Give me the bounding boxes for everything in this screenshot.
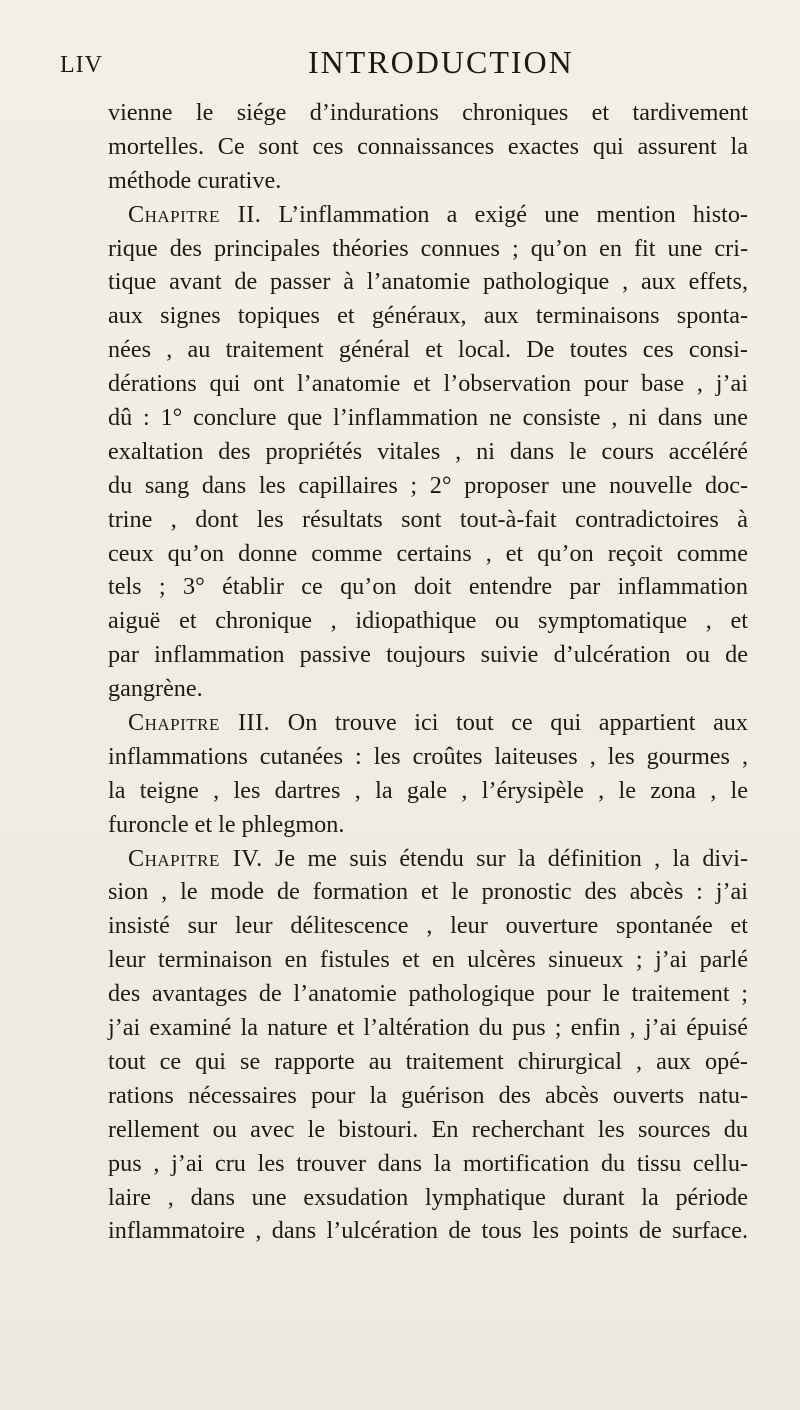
chapter-line xyxy=(108,198,748,232)
text-line: pus , j’ai cru les trouver dans la mortification du tissu cellu- xyxy=(108,1149,748,1177)
text-line: j’ai examiné la nature et l’altération du pus ; enfin , j’ai épuisé xyxy=(108,1014,748,1042)
text-line: inflammatoire , dans l’ulcération de tous les points de surface. xyxy=(108,1217,748,1245)
text-line: des avantages de l’anatomie pathologique pour le traitement ; xyxy=(108,980,748,1008)
text-line: vienne le siége d’indurations chroniques et tardivement xyxy=(108,99,748,126)
text-line: rellement ou avec le bistouri. En recherchant les sources du xyxy=(108,1115,748,1143)
text-line: tout ce qui se rapporte au traitement chirurgical , aux opé- xyxy=(108,1047,748,1075)
text-line: insisté sur leur délitescence , leur ouverture spontanée et xyxy=(108,912,748,940)
text-line: exaltation des propriétés vitales , ni dans le cours accéléré xyxy=(108,437,748,465)
text-line: mortelles. Ce sont ces connaissances exactes qui assurent la xyxy=(108,132,748,160)
running-title: INTRODUCTION xyxy=(308,44,574,80)
text-fragment: On trouve ici tout ce qui appartient aux xyxy=(270,709,748,737)
text-line: sion , le mode de formation et le pronostic des abcès : j’ai xyxy=(108,878,748,906)
text-line: rique des principales théories connues ; qu’on en fit une cri- xyxy=(108,234,748,262)
chapter-line xyxy=(108,706,748,740)
chapter-label: Chapitre II. xyxy=(128,200,262,228)
text-line: dérations qui ont l’anatomie et l’observation pour base , j’ai xyxy=(108,370,748,398)
text-line: par inflammation passive toujours suivie d’ulcération ou de xyxy=(108,641,748,669)
text-line: laire , dans une exsudation lymphatique durant la période xyxy=(108,1183,748,1211)
text-line: furoncle et le phlegmon. xyxy=(108,810,345,838)
text-line: gangrène. xyxy=(108,675,203,703)
chapter-label: Chapitre IV. xyxy=(128,844,263,872)
chapter-line xyxy=(108,842,748,876)
chapter-label: Chapitre III. xyxy=(128,709,271,737)
text-line: méthode curative. xyxy=(108,166,282,194)
text-line: aiguë et chronique , idiopathique ou symptomatique , et xyxy=(108,607,748,635)
body-text xyxy=(108,96,748,1248)
text-line: tique avant de passer à l’anatomie pathologique , aux effets, xyxy=(108,268,748,296)
text-line: nées , au traitement général et local. De toutes ces consi- xyxy=(108,336,748,364)
text-line: rations nécessaires pour la guérison des abcès ouverts natu- xyxy=(108,1081,748,1109)
text-fragment: L’inflammation a exigé une mention histo- xyxy=(261,200,748,228)
text-fragment: Je me suis étendu sur la définition , la divi- xyxy=(262,844,748,872)
page-number: LIV xyxy=(60,52,103,78)
running-head xyxy=(60,44,740,84)
text-line: leur terminaison en fistules et en ulcères sinueux ; j’ai parlé xyxy=(108,946,748,974)
text-line: trine , dont les résultats sont tout-à-fait contradictoires à xyxy=(108,505,748,533)
text-line: tels ; 3° établir ce qu’on doit entendre par inflammation xyxy=(108,573,748,601)
text-line: la teigne , les dartres , la gale , l’érysipèle , le zona , le xyxy=(108,776,748,804)
text-line: du sang dans les capillaires ; 2° proposer une nouvelle doc- xyxy=(108,471,748,499)
text-line: dû : 1° conclure que l’inflammation ne consiste , ni dans une xyxy=(108,404,748,432)
text-line: inflammations cutanées : les croûtes laiteuses , les gourmes , xyxy=(108,742,748,770)
text-line: ceux qu’on donne comme certains , et qu’on reçoit comme xyxy=(108,539,748,567)
text-line: aux signes topiques et généraux, aux terminaisons sponta- xyxy=(108,302,748,330)
